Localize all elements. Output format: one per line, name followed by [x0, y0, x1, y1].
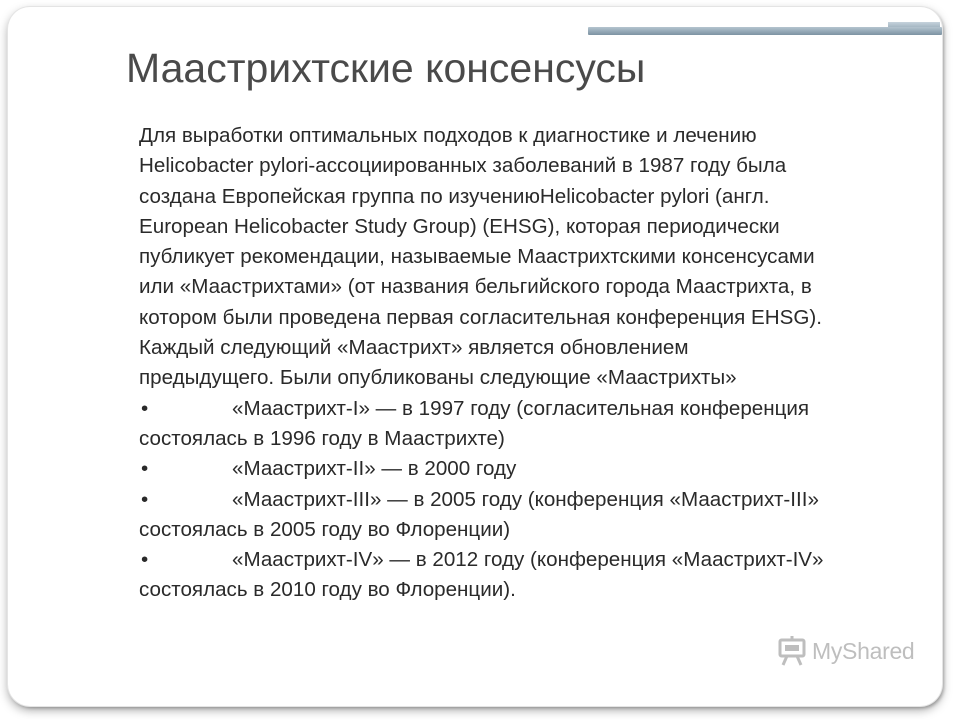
slide-frame: [8, 7, 942, 706]
watermark-logo: [778, 635, 914, 667]
bullet-icon: •: [141, 487, 149, 511]
bullet-icon: •: [141, 457, 149, 481]
watermark-text: MyShared: [812, 637, 915, 664]
paragraph-line: предыдущего. Были опубликованы следующие «Маастрихты»: [139, 366, 737, 390]
bullet-text: «Маастрихт-I» — в 1997 году (согласительная конференция: [232, 396, 810, 420]
bullet-continuation: состоялась в 1996 году в Маастрихте): [139, 426, 505, 450]
bullet-item-maastricht-2: [139, 454, 879, 484]
bullet-item-maastricht-4: [139, 545, 879, 575]
bullet-item-maastricht-3: [139, 485, 879, 515]
paragraph-line: Helicobacter pylori-ассоциированных заболеваний в 1987 году была: [139, 154, 787, 178]
bullet-continuation: состоялась в 2005 году во Флоренции): [139, 517, 511, 541]
slide-body: [139, 121, 879, 606]
paragraph-line: котором были проведена первая согласительная конференция EHSG).: [139, 305, 822, 329]
presentation-board-icon: [778, 636, 806, 666]
bullet-text: «Маастрихт-II» — в 2000 году: [232, 457, 517, 481]
paragraph-line: Каждый следующий «Маастрихт» является обновлением: [139, 336, 689, 360]
slide-title: Маастрихтские консенсусы: [126, 45, 646, 91]
paragraph-line: Для выработки оптимальных подходов к диагностике и лечению: [139, 124, 757, 147]
bullet-icon: •: [141, 396, 149, 420]
paragraph-line: European Helicobacter Study Group) (EHSG), которая периодически: [139, 214, 780, 238]
paragraph-line: публикует рекомендации, называемые Маастрихтскими консенсусами: [139, 245, 815, 269]
bullet-continuation: состоялась в 2010 году во Флоренции).: [139, 578, 516, 602]
bullet-text: «Маастрихт-IV» — в 2012 году (конференция «Маастрихт-IV»: [232, 548, 824, 572]
bullet-text: «Маастрихт-III» — в 2005 году (конференция «Маастрихт-III»: [232, 487, 819, 511]
bullet-icon: •: [141, 548, 149, 572]
bullet-item-maastricht-1: [139, 394, 879, 424]
paragraph-line: или «Маастрихтами» (от названия бельгийского города Маастрихта, в: [139, 275, 812, 299]
decorative-accent-bar: [588, 27, 942, 35]
paragraph-line: создана Европейская группа по изучениюHelicobacter pylori (англ.: [139, 184, 770, 208]
